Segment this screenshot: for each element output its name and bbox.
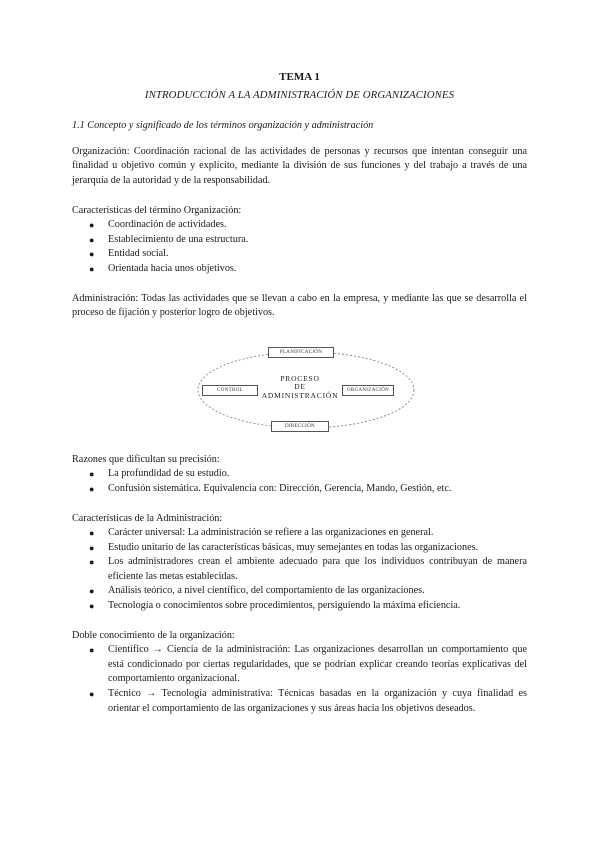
organizacion-box: ORGANIZACIÓN [342, 385, 394, 396]
document-title: TEMA 1 [279, 71, 320, 83]
process-label-line: ADMINISTRACIÓN [261, 390, 339, 400]
bullet-icon: ● [89, 234, 95, 245]
section-heading: 1.1 Concepto y significado de los términos organización y administración [72, 120, 374, 132]
control-box: CONTROL [202, 385, 258, 396]
list-item: ● Análisis teórico, a nivel científico, del comportamiento de las organizaciones. [72, 584, 527, 599]
organizacion-definition: Organización: Coordinación racional de las actividades de personas y recursos que intentan conseguir una finalidad u objetivo común y explícito, mediante la división de sus funciones y del trabajo a través de una jerarquía de la autoridad y de la responsabilidad. [72, 145, 527, 186]
bullet-icon: ● [89, 220, 95, 231]
caracteristicas-organizacion [72, 204, 527, 277]
bullet-icon: ● [89, 469, 95, 480]
list-item: ● Los administradores crean el ambiente adecuado para que los individuos contribuyan de manera eficiente las metas establecidas. [89, 556, 527, 582]
document-subtitle: INTRODUCCIÓN A LA ADMINISTRACIÓN DE ORGANIZACIONES [144, 88, 455, 101]
list-item: ● Establecimiento de una estructura. [72, 233, 527, 248]
document-page [72, 70, 527, 716]
list-item: ● Entidad social. [72, 247, 527, 262]
bullet-icon: ● [89, 542, 95, 553]
bullet-icon: ● [89, 557, 95, 568]
razones [72, 453, 527, 497]
bullet-icon: ● [89, 586, 95, 597]
doble-conocimiento-heading: Doble conocimiento de la organización: [72, 629, 235, 641]
bullet-icon: ● [89, 483, 95, 494]
bullet-icon: ● [89, 528, 95, 539]
razones-list [72, 467, 527, 496]
process-center-label [252, 375, 348, 401]
bullet-icon: ● [89, 601, 95, 612]
bullet-icon: ● [89, 249, 95, 260]
bullet-icon: ● [89, 689, 95, 700]
process-label-line: DE [294, 382, 306, 392]
caracteristicas-administracion [72, 512, 527, 614]
process-label-line: PROCESO [280, 373, 320, 383]
caracteristicas-organizacion-list [72, 218, 527, 276]
bullet-icon: ● [89, 263, 95, 274]
list-item: ● La profundidad de su estudio. [72, 467, 527, 482]
doble-conocimiento [72, 629, 527, 717]
list-item: ● Técnico → Tecnología administrativa: Técnicas basadas en la organización y cuya finalidad es orientar el comportamiento de las organizaciones y sus áreas hacia los objetivos deseados. [89, 688, 527, 714]
list-item: ● Tecnología o conocimientos sobre procedimientos, persiguiendo la máxima eficiencia. [72, 599, 527, 614]
caracteristicas-administracion-list [72, 526, 527, 614]
administracion-definition: Administración: Todas las actividades que se llevan a cabo en la empresa, y mediante las que se desarrolla el proceso de fijación y posterior logro de objetivos. [72, 292, 527, 319]
doble-conocimiento-list [72, 643, 527, 716]
planificacion-box: PLANIFICACIÓN [268, 347, 334, 358]
administration-process-diagram [72, 335, 527, 445]
list-item: ● Coordinación de actividades. [72, 218, 527, 233]
list-item: ● Científico → Ciencia de la administración: Las organizaciones desarrollan un comportamiento que está condicionado por ciertas regularidades, que se podrían explicar creando teorías explicativas del comportamiento organizacional. [89, 644, 527, 685]
direccion-box: DIRECCIÓN [271, 421, 329, 432]
caracteristicas-administracion-heading: Características de la Administración: [72, 512, 223, 524]
razones-heading: Razones que dificultan su precisión: [72, 453, 220, 465]
bullet-icon: ● [89, 645, 95, 656]
list-item: ● Carácter universal: La administración se refiere a las organizaciones en general. [72, 526, 527, 541]
list-item: ● Estudio unitario de las características básicas, muy semejantes en todas las organizaciones. [72, 541, 527, 556]
list-item: ● Confusión sistemática. Equivalencia con: Dirección, Gerencia, Mando, Gestión, etc. [72, 482, 527, 497]
list-item: ● Orientada hacia unos objetivos. [72, 262, 527, 277]
caracteristicas-organizacion-heading: Características del término Organización: [72, 204, 242, 216]
